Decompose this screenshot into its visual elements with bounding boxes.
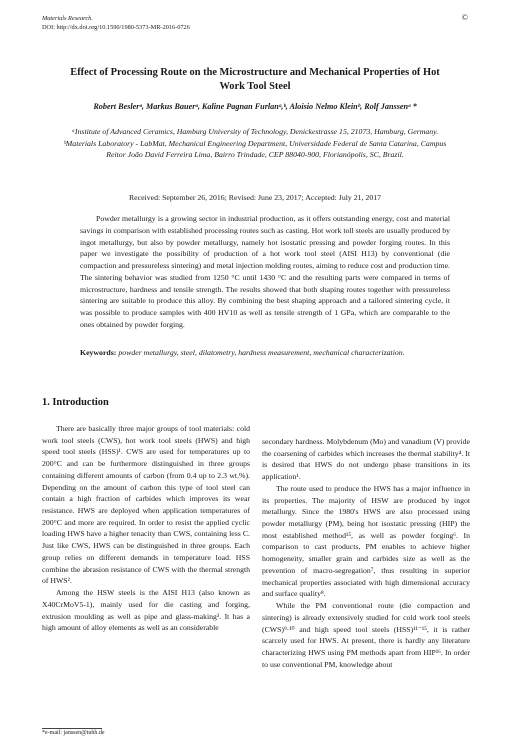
left-column bbox=[42, 423, 250, 634]
submission-dates: Received: September 26, 2016; Revised: June 23, 2017; Accepted: July 21, 2017 bbox=[128, 193, 382, 202]
author-list: Robert Beslerᵃ, Markus Bauerᵃ, Kaline Pagnan Furlanᵃ,ᵇ, Aloisio Nelmo Kleinᵇ, Rolf Janssenᵃ * bbox=[93, 102, 417, 111]
keywords-label: Keywords: bbox=[80, 348, 117, 357]
affiliation-b: ᵇMaterials Laboratory - LabMat, Mechanical Engineering Department, Universidade Federal de Santa Catarina, Campus Reitor João David Ferreira Lima, Bairro Trindade, CEP 88040-900, Florianópolis, SC, Brazil. bbox=[63, 138, 447, 160]
footnote-divider bbox=[42, 728, 102, 729]
paragraph: Among the HSW steels is the AISI H13 (also known as X40CrMoV5-1), mainly used for die casting and forging, extrusion moulding as well as pipe and glass-making³. It has a high amount of alloy elements as well as an considerable bbox=[42, 588, 250, 633]
paragraph: secondary hardness. Molybdenum (Mo) and vanadium (V) provide the coarsening of carbides which increases the thermal stability⁴. It is desired that HWS do not undergo phase transitions in its application¹. bbox=[262, 437, 470, 482]
paper-title: Effect of Processing Route on the Microstructure and Mechanical Properties of Hot Work Tool Steel bbox=[70, 67, 440, 92]
paragraph: There are basically three major groups of tool materials: cold work tool steels (CWS), hot work tool steels (HWS) and high speed tool steels (HSS)¹. CWS are used for temperatures up to 200°C and can be furthermore distinguished in three groups containing different amounts of carbon (from 0.4 up to 2.3 wt.%). Depending on the amount of carbon this type of tool steel can contain a high fraction of carbides which improves its wear resistance. HWS are deployed when application temperatures of 200°C and more are required. In order to resist the applied cyclic loading HWS have a higher tenacity than CWS, containing less C. Just like CWS, HWS can be distinguished in three groups. Each group relies on different demands in temperature load. HSS combine the abrasion resistance of CWS with the thermal strength of HWS². bbox=[42, 424, 250, 586]
keywords-value: powder metallurgy, steel, dilatometry, hardness measurement, mechanical characterization. bbox=[118, 348, 405, 357]
doi-link[interactable]: DOI: http://dx.doi.org/10.1590/1980-5373-MR-2016-0726 bbox=[42, 24, 190, 31]
running-header bbox=[42, 14, 190, 32]
corresponding-email: *e-mail: janssen@tuhh.de bbox=[42, 730, 105, 736]
section-heading: 1. Introduction bbox=[42, 397, 109, 408]
license-icon: © bbox=[461, 13, 468, 22]
right-column bbox=[262, 436, 470, 670]
abstract: Powder metallurgy is a growing sector in industrial production, as it offers outstanding energy, cost and material savings in comparison with established processing routes such as casting. Hot work toll steels are usually produced by ingot metallurgy, but also by powder metallurgy, namely hot isostatic pressing and powder forging routes. In this paper we investigate the possibility of production of a hot work tool steel (AISI H13) by conventional (die compaction and pressureless sintering) and metal injection molding routes, aiming to reduce cost and production time. The sintering behavior was studied from 1250 °C until 1430 °C and the resulting parts were compared in terms of microstructure, hardness and tensile strength. The results showed that both shaping routes together with pressureless sintering are suitable to produce this alloy. By combining the best shaping approach and a tailored sintering cycle, it was possible to produce samples with 400 HV10 as well as tensile strength of 1 GPa, which are comparable to the ones obtained by powder forging. bbox=[80, 214, 450, 329]
keywords bbox=[80, 347, 450, 359]
paragraph: The route used to produce the HWS has a major influence in its properties. The majority of HSW are produced by ingot metallurgy. Since the 1980's HWS are also processed using powder metallurgy (PM), being hot isostatic pressing (HIP) the most established method¹⁵, as well as powder forging⁶. In comparison to cast products, PM enables to achieve higher homogeneity, smaller grain and carbides size as well as the prevention of macro-segregation⁷, thus resulting in superior mechanical properties associated with high dimensional accuracy and surface quality⁸. bbox=[262, 483, 470, 599]
affiliations bbox=[60, 126, 450, 161]
journal-name: Materials Research. bbox=[42, 15, 93, 22]
paragraph: While the PM conventional route (die compaction and sintering) is already extensively studied for cold work tool steels (CWS)⁹·¹⁰ and high speed tool steels (HSS)¹¹⁻¹⁵, it is rather scarcely used for HWS. At present, there is hardly any literature characterizing HWS using PM methods apart from HIP¹⁶. In order to use conventional PM, knowledge about bbox=[262, 601, 470, 669]
affiliation-a: ᵃInstitute of Advanced Ceramics, Hamburg University of Technology, Denickestrasse 15, 21073, Hamburg, Germany. bbox=[71, 127, 439, 136]
